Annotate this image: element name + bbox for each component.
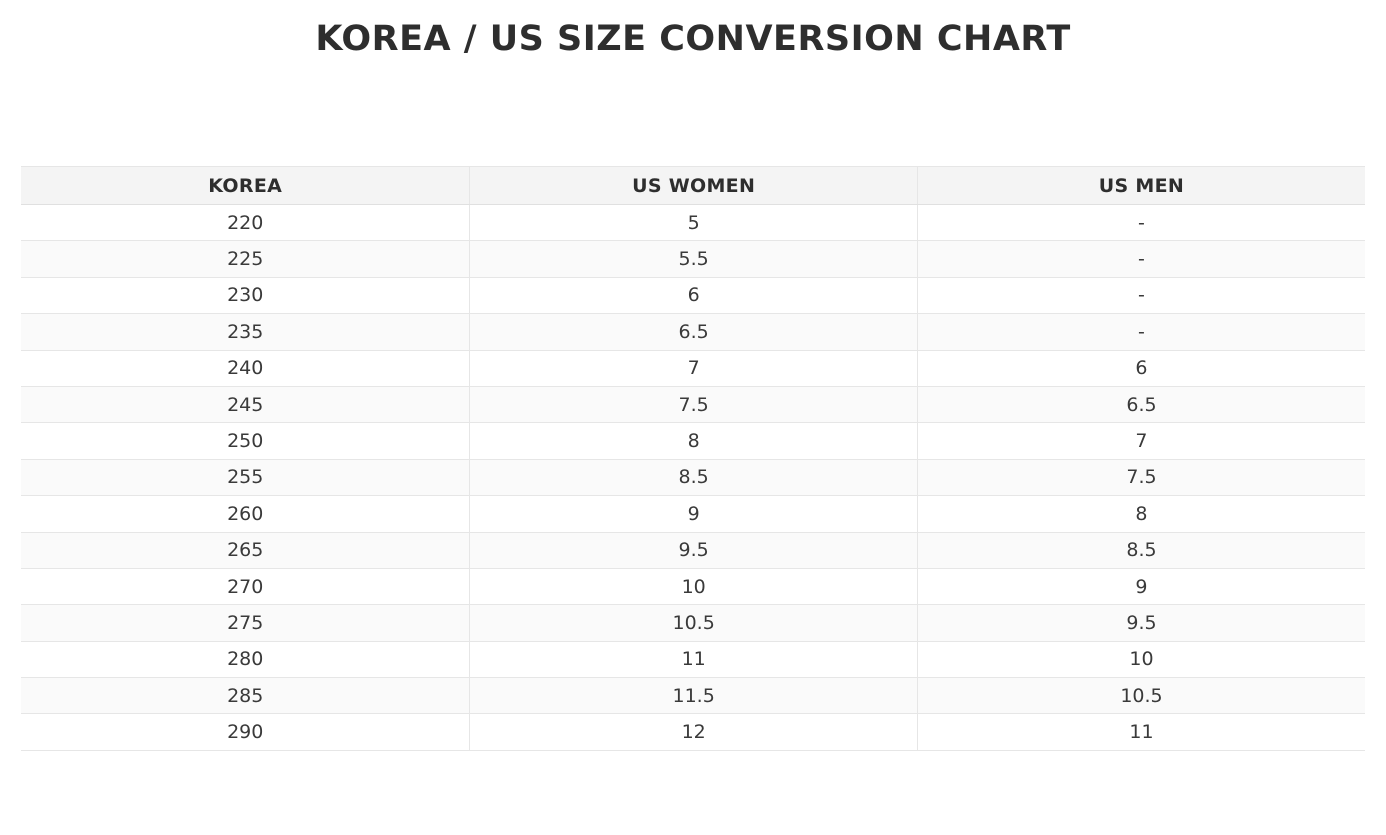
cell-us-women: 9 — [470, 496, 918, 532]
table-body — [21, 205, 1365, 751]
cell-us-women: 9.5 — [470, 532, 918, 568]
cell-us-men: 6.5 — [917, 386, 1365, 422]
cell-us-women: 7.5 — [470, 386, 918, 422]
cell-korea: 225 — [21, 241, 470, 277]
cell-korea: 285 — [21, 678, 470, 714]
cell-us-women: 6 — [470, 277, 918, 313]
table-row — [21, 532, 1365, 568]
cell-us-women: 11.5 — [470, 678, 918, 714]
cell-us-men: 6 — [917, 350, 1365, 386]
cell-us-men: - — [917, 277, 1365, 313]
table-row — [21, 386, 1365, 422]
table-row — [21, 496, 1365, 532]
cell-us-women: 10.5 — [470, 605, 918, 641]
cell-us-men: 9.5 — [917, 605, 1365, 641]
cell-korea: 240 — [21, 350, 470, 386]
table-row — [21, 605, 1365, 641]
column-header-us-women: US WOMEN — [470, 167, 918, 205]
cell-us-men: 8 — [917, 496, 1365, 532]
cell-us-women: 11 — [470, 641, 918, 677]
cell-us-women: 5 — [470, 205, 918, 241]
cell-us-women: 7 — [470, 350, 918, 386]
cell-korea: 245 — [21, 386, 470, 422]
cell-korea: 275 — [21, 605, 470, 641]
cell-korea: 250 — [21, 423, 470, 459]
cell-us-men: 11 — [917, 714, 1365, 750]
cell-korea: 270 — [21, 568, 470, 604]
cell-us-men: 10 — [917, 641, 1365, 677]
column-header-korea: KOREA — [21, 167, 470, 205]
cell-us-women: 5.5 — [470, 241, 918, 277]
cell-korea: 220 — [21, 205, 470, 241]
table-row — [21, 277, 1365, 313]
table-row — [21, 714, 1365, 750]
size-conversion-table-wrapper — [21, 166, 1365, 751]
cell-us-women: 8 — [470, 423, 918, 459]
cell-us-women: 12 — [470, 714, 918, 750]
cell-us-men: 7 — [917, 423, 1365, 459]
cell-korea: 255 — [21, 459, 470, 495]
table-row — [21, 314, 1365, 350]
table-row — [21, 641, 1365, 677]
table-row — [21, 459, 1365, 495]
size-conversion-table — [21, 166, 1365, 751]
table-header-row — [21, 167, 1365, 205]
cell-us-men: - — [917, 241, 1365, 277]
table-row — [21, 568, 1365, 604]
page-title: KOREA / US SIZE CONVERSION CHART — [315, 19, 1071, 59]
cell-korea: 235 — [21, 314, 470, 350]
cell-korea: 230 — [21, 277, 470, 313]
cell-korea: 290 — [21, 714, 470, 750]
cell-us-men: 7.5 — [917, 459, 1365, 495]
cell-us-women: 10 — [470, 568, 918, 604]
cell-korea: 265 — [21, 532, 470, 568]
table-row — [21, 678, 1365, 714]
column-header-us-men: US MEN — [917, 167, 1365, 205]
cell-us-women: 8.5 — [470, 459, 918, 495]
table-row — [21, 241, 1365, 277]
table-row — [21, 350, 1365, 386]
cell-us-men: 10.5 — [917, 678, 1365, 714]
cell-korea: 260 — [21, 496, 470, 532]
cell-us-men: 8.5 — [917, 532, 1365, 568]
table-row — [21, 423, 1365, 459]
table-header — [21, 167, 1365, 205]
table-row — [21, 205, 1365, 241]
cell-korea: 280 — [21, 641, 470, 677]
cell-us-women: 6.5 — [470, 314, 918, 350]
cell-us-men: - — [917, 314, 1365, 350]
cell-us-men: 9 — [917, 568, 1365, 604]
cell-us-men: - — [917, 205, 1365, 241]
